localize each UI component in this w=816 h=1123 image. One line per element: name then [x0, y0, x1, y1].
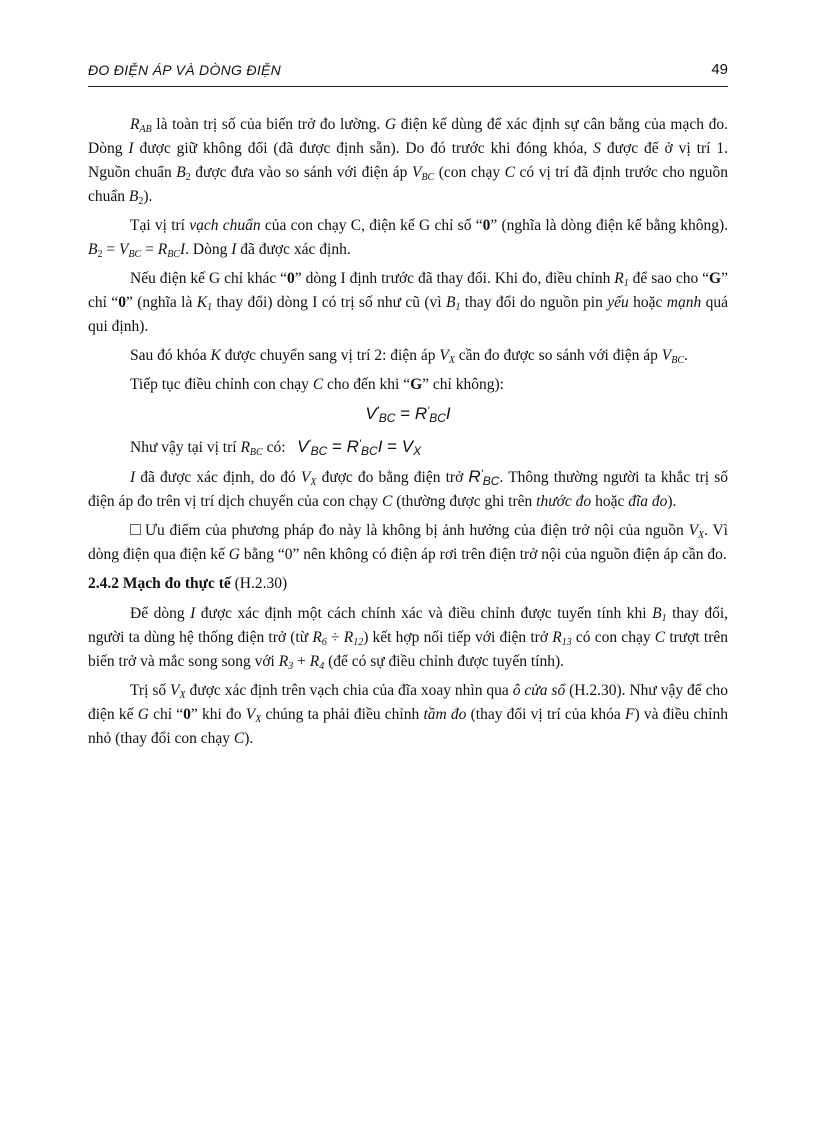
- paragraph-1: $R_{AB}$ là toàn trị số của biến trở đo lường. G điện kế dùng để xác định sự cân bằng của mạch đo. Dòng I được giữ không đổi (đã được định sẵn). Do đó trước khi đóng khóa, S được để ở vị trí 1. Nguồn chuẩn $B_2$ được đưa vào so sánh với điện áp $V_{BC}$ (con chạy C có vị trí đã định trước cho nguồn chuẩn $B_2$).: [88, 116, 729, 207]
- page-header: [88, 58, 728, 87]
- paragraph-8: Ưu điểm của phương pháp đo này là không bị ảnh hưởng của điện trở nội của nguồn $V_X$. Vì dòng điện qua điện kế G bằng “0” nên không có điện áp rơi trên điện trở nội của nguồn điện áp cần đo.: [88, 522, 728, 563]
- paragraph-7: I đã được xác định, do đó $V_X$ được đo bằng điện trở $R'_{BC}$. Thông thường người ta khắc trị số điện áp đo trên vị trí dịch chuyển của con chạy C (thường được ghi trên thước đo hoặc đĩa đo).: [88, 467, 728, 510]
- paragraph-2: Tại vị trí vạch chuẩn của con chạy C, điện kế G chỉ số “0” (nghĩa là dòng điện kế bằng không). $B_2 = V_{BC} = R_{BC}I$. Dòng I đã được xác định.: [88, 217, 728, 260]
- paragraph-3: Nếu điện kế G chỉ khác “0” dòng I định trước đã thay đổi. Khi đo, điều chỉnh $R_1$ để sao cho “G” chỉ “0” (nghĩa là $K_1$ thay đổi) dòng I có trị số như cũ (vì $B_1$ thay đổi do nguồn pin yếu hoặc mạnh quá qui định).: [88, 270, 728, 335]
- equation-3: $R'_{BC}$: [468, 467, 500, 488]
- running-title: ĐO ĐIỆN ÁP VÀ DÒNG ĐIỆN: [88, 62, 282, 78]
- section-ref: (H.2.30): [230, 575, 288, 592]
- equation-2: $V'_{BC} = R'_{BC}I = V_X$: [297, 437, 422, 458]
- section-title: 2.4.2 Mạch đo thực tế: [88, 575, 231, 592]
- paragraph-6: Như vậy tại vị trí $R_{BC}$ có: $V'_{BC} = R'_{BC}I = V_X$: [130, 437, 422, 458]
- section-heading: [88, 572, 728, 596]
- page-number: 49: [711, 61, 728, 78]
- bullet-box-icon: [130, 524, 141, 535]
- paragraph-5: Tiếp tục điều chỉnh con chạy C cho đến khi “G” chỉ không):: [130, 376, 504, 393]
- paragraph-9: Để dòng I được xác định một cách chính xác và điều chỉnh được tuyến tính khi $B_1$ thay đổi, người ta dùng hệ thống điện trở (từ $R_6 \div R_{12}$) kết hợp nối tiếp với điện trở $R_{13}$ có con chạy C trượt trên biến trở và mắc song song với $R_3 + R_4$ (để có sự điều chỉnh được tuyến tính).: [88, 605, 728, 672]
- paragraph-4: Sau đó khóa K được chuyển sang vị trí 2: điện áp $V_X$ cần đo được so sánh với điện áp $V_{BC}$.: [130, 347, 688, 366]
- document-page: [88, 58, 728, 756]
- equation-1: $V'_{BC} = R'_{BC}I$: [365, 404, 451, 425]
- paragraph-10: Trị số $V_X$ được xác định trên vạch chia của đĩa xoay nhìn qua ô cửa sổ (H.2.30). Như vậy để cho điện kế G chỉ “0” khi đo $V_X$ chúng ta phải điều chỉnh tầm đo (thay đổi vị trí của khóa F) và điều chỉnh nhỏ (thay đổi con chạy C).: [88, 682, 728, 747]
